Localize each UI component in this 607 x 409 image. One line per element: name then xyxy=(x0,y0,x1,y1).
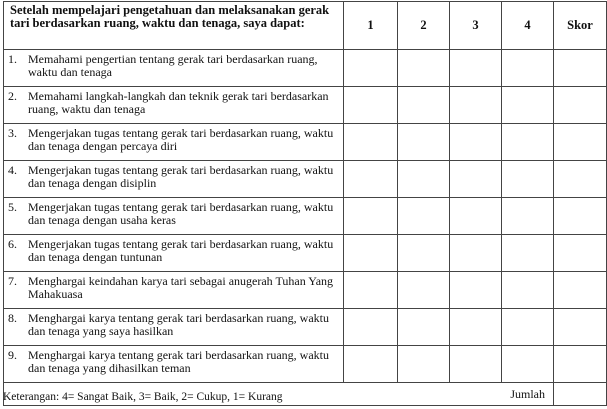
score-cell-2[interactable] xyxy=(398,309,450,346)
table-row xyxy=(4,124,607,161)
row-description xyxy=(4,124,344,161)
header-score-4: 4 xyxy=(502,2,554,50)
score-cell-3[interactable] xyxy=(450,198,502,235)
row-description xyxy=(4,198,344,235)
row-number: 7. xyxy=(8,274,17,288)
row-text: Menghargai keindahan karya tari sebagai anugerah Tuhan Yang Mahakuasa xyxy=(28,274,334,301)
score-cell-2[interactable] xyxy=(398,124,450,161)
header-score-2: 2 xyxy=(398,2,450,50)
row-description xyxy=(4,346,344,383)
table-row xyxy=(4,272,607,309)
header-score-3: 3 xyxy=(450,2,502,50)
score-cell-2[interactable] xyxy=(398,272,450,309)
row-number: 8. xyxy=(8,311,17,325)
legend-note: Keterangan: 4= Sangat Baik, 3= Baik, 2= Cukup, 1= Kurang xyxy=(3,391,283,403)
row-text: Menghargai karya tentang gerak tari berdasarkan ruang, waktu dan tenaga yang saya hasilkan xyxy=(28,311,329,338)
score-cell-1[interactable] xyxy=(344,235,398,272)
score-cell-4[interactable] xyxy=(502,235,554,272)
row-text: Memahami langkah-langkah dan teknik gerak tari berdasarkan ruang, waktu dan tenaga xyxy=(28,89,329,116)
score-cell-4[interactable] xyxy=(502,50,554,87)
row-text: Mengerjakan tugas tentang gerak tari berdasarkan ruang, waktu dan tenaga dengan usaha keras xyxy=(28,200,334,227)
score-cell-4[interactable] xyxy=(502,198,554,235)
score-cell-3[interactable] xyxy=(450,272,502,309)
score-cell-3[interactable] xyxy=(450,124,502,161)
score-cell-4[interactable] xyxy=(502,309,554,346)
score-cell-4[interactable] xyxy=(502,124,554,161)
score-cell-2[interactable] xyxy=(398,346,450,383)
row-text: Menghargai karya tentang gerak tari berdasarkan ruang, waktu dan tenaga yang dihasilkan teman xyxy=(28,348,329,375)
score-cell-1[interactable] xyxy=(344,87,398,124)
score-cell-1[interactable] xyxy=(344,272,398,309)
score-cell-1[interactable] xyxy=(344,161,398,198)
score-cell-3[interactable] xyxy=(450,235,502,272)
score-cell-2[interactable] xyxy=(398,50,450,87)
row-description xyxy=(4,309,344,346)
skor-cell[interactable] xyxy=(554,235,607,272)
row-description xyxy=(4,161,344,198)
row-number: 1. xyxy=(8,52,17,66)
score-cell-2[interactable] xyxy=(398,235,450,272)
score-cell-3[interactable] xyxy=(450,309,502,346)
skor-cell[interactable] xyxy=(554,272,607,309)
score-cell-2[interactable] xyxy=(398,198,450,235)
score-cell-3[interactable] xyxy=(450,50,502,87)
table-row xyxy=(4,161,607,198)
score-cell-4[interactable] xyxy=(502,346,554,383)
row-description xyxy=(4,235,344,272)
row-number: 4. xyxy=(8,163,17,177)
row-text: Mengerjakan tugas tentang gerak tari berdasarkan ruang, waktu dan tenaga dengan disiplin xyxy=(28,163,334,190)
row-number: 9. xyxy=(8,348,17,362)
total-score-cell[interactable] xyxy=(554,383,607,406)
score-cell-3[interactable] xyxy=(450,346,502,383)
row-description xyxy=(4,50,344,87)
score-cell-1[interactable] xyxy=(344,124,398,161)
row-number: 2. xyxy=(8,89,17,103)
total-label: Jumlah xyxy=(4,383,554,406)
skor-cell[interactable] xyxy=(554,87,607,124)
score-cell-1[interactable] xyxy=(344,50,398,87)
row-description xyxy=(4,87,344,124)
score-cell-2[interactable] xyxy=(398,161,450,198)
score-cell-4[interactable] xyxy=(502,161,554,198)
row-text: Mengerjakan tugas tentang gerak tari berdasarkan ruang, waktu dan tenaga dengan percaya diri xyxy=(28,126,334,153)
skor-cell[interactable] xyxy=(554,346,607,383)
score-cell-4[interactable] xyxy=(502,272,554,309)
header-skor: Skor xyxy=(554,2,607,50)
table-row xyxy=(4,198,607,235)
row-text: Memahami pengertian tentang gerak tari berdasarkan ruang, waktu dan tenaga xyxy=(28,52,318,79)
row-number: 6. xyxy=(8,237,17,251)
table-header-row xyxy=(4,2,607,50)
skor-cell[interactable] xyxy=(554,50,607,87)
header-score-1: 1 xyxy=(344,2,398,50)
skor-cell[interactable] xyxy=(554,309,607,346)
table-row xyxy=(4,309,607,346)
header-description: Setelah mempelajari pengetahuan dan melaksanakan gerak tari berdasarkan ruang, waktu dan tenaga, saya dapat: xyxy=(4,2,344,50)
score-cell-1[interactable] xyxy=(344,346,398,383)
score-cell-1[interactable] xyxy=(344,198,398,235)
score-cell-4[interactable] xyxy=(502,87,554,124)
table-row xyxy=(4,346,607,383)
table-row xyxy=(4,50,607,87)
score-cell-3[interactable] xyxy=(450,87,502,124)
row-number: 5. xyxy=(8,200,17,214)
skor-cell[interactable] xyxy=(554,124,607,161)
assessment-table xyxy=(3,1,607,406)
score-cell-1[interactable] xyxy=(344,309,398,346)
row-number: 3. xyxy=(8,126,17,140)
table-row xyxy=(4,87,607,124)
row-description xyxy=(4,272,344,309)
table-row xyxy=(4,235,607,272)
score-cell-3[interactable] xyxy=(450,161,502,198)
score-cell-2[interactable] xyxy=(398,87,450,124)
skor-cell[interactable] xyxy=(554,198,607,235)
row-text: Mengerjakan tugas tentang gerak tari berdasarkan ruang, waktu dan tenaga dengan tuntunan xyxy=(28,237,334,264)
skor-cell[interactable] xyxy=(554,161,607,198)
